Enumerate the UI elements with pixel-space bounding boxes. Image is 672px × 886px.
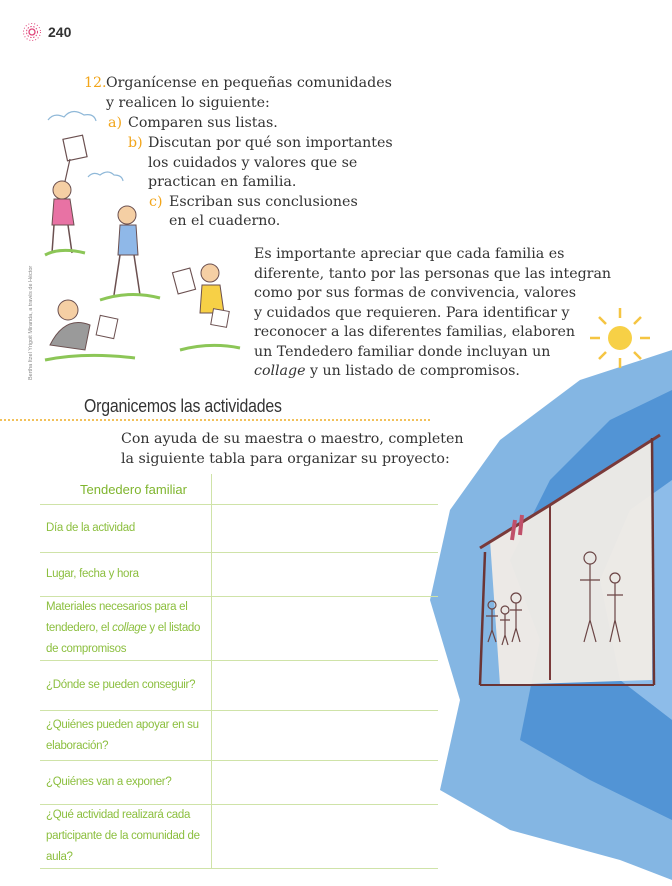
table-row <box>40 553 438 597</box>
item-b-line-2: los cuidados y valores que se <box>148 155 358 171</box>
table-row <box>40 805 438 869</box>
table-row <box>40 505 438 553</box>
activity-line-1: Organícense en pequeñas comunidades <box>106 75 392 91</box>
table-intro-line-2: la siguiente tabla para organizar su proyecto: <box>121 450 450 467</box>
page-number <box>22 22 71 42</box>
table-row <box>40 597 438 661</box>
paragraph-italic-word: collage <box>254 363 306 379</box>
item-a-letter: a) <box>108 115 122 131</box>
paragraph-line-end: y un listado de compromisos. <box>305 363 520 379</box>
row-label: ¿Quiénes pueden apoyar en su elaboración? <box>40 711 212 761</box>
paragraph-line: y cuidados que requieren. Para identificar y <box>254 304 570 321</box>
answer-cell[interactable] <box>212 761 439 805</box>
table-intro <box>121 430 464 469</box>
item-b-letter: b) <box>128 135 143 151</box>
item-a-text: Comparen sus listas. <box>128 115 278 131</box>
item-c-letter: c) <box>149 194 163 210</box>
answer-cell[interactable] <box>212 597 439 661</box>
table-header-empty <box>212 474 439 505</box>
answer-cell[interactable] <box>212 553 439 597</box>
answer-cell[interactable] <box>212 505 439 553</box>
paragraph-line-last <box>254 362 599 382</box>
row-label: Día de la actividad <box>40 505 212 553</box>
item-b-line-3: practican en familia. <box>148 174 297 190</box>
paragraph-line: como por sus formas de convivencia, valores <box>254 285 577 301</box>
row-label: Materiales necesarios para el tendedero, el collage y el listado de compromisos <box>40 597 212 661</box>
paragraph-line: reconocer a las diferentes familias, elaboren <box>254 324 576 340</box>
dotted-divider <box>0 419 430 421</box>
page-number-text: 240 <box>48 24 72 40</box>
sun-ornament-icon <box>22 22 42 42</box>
item-c-line-1: Escriban sus conclusiones <box>169 194 358 210</box>
item-b-line-1: Discutan por qué son importantes <box>148 135 393 151</box>
illustration-credit: Bertha Itzel Yrigoit Miranda, a través de Héctor <box>28 265 34 380</box>
table-header-row <box>40 474 438 505</box>
activity-line-2: y realicen lo siguiente: <box>106 95 270 111</box>
intro-paragraph <box>254 245 612 382</box>
row-label: ¿Quiénes van a exponer? <box>40 761 212 805</box>
tendedero-planning-table <box>40 474 438 869</box>
paragraph-line: Es importante apreciar que cada familia es <box>254 246 565 262</box>
table-header: Tendedero familiar <box>40 474 212 505</box>
row-label: ¿Qué actividad realizará cada participante de la comunidad de aula? <box>40 805 212 869</box>
paragraph-line: un Tendedero familiar donde incluyan un <box>254 343 551 360</box>
activity-number: 12. <box>84 75 107 91</box>
section-title: Organicemos las actividades <box>84 396 282 416</box>
row-label: Lugar, fecha y hora <box>40 553 212 597</box>
answer-cell[interactable] <box>212 805 439 869</box>
row-label: ¿Dónde se pueden conseguir? <box>40 661 212 711</box>
table-intro-line-1: Con ayuda de su maestra o maestro, completen <box>121 431 464 447</box>
table-row <box>40 711 438 761</box>
table-row <box>40 661 438 711</box>
table-row <box>40 761 438 805</box>
paragraph-line: diferente, tanto por las personas que las integran <box>254 265 612 282</box>
answer-cell[interactable] <box>212 711 439 761</box>
answer-cell[interactable] <box>212 661 439 711</box>
item-c-line-2: en el cuaderno. <box>169 213 281 229</box>
